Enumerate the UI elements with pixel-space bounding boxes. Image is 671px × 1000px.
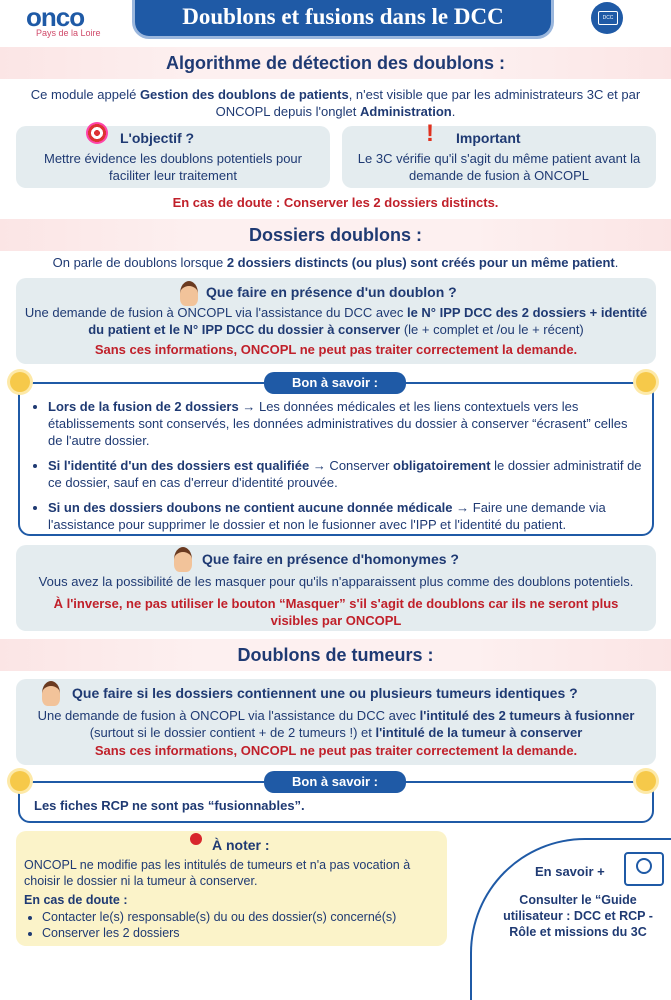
section2-intro: On parle de doublons lorsque 2 dossiers distincts (ou plus) sont créés pour un même patient.: [52, 255, 619, 270]
bon-a-savoir-label-2: Bon à savoir :: [264, 771, 406, 793]
doublon-question-title: Que faire en présence d'un doublon ?: [206, 284, 457, 300]
homonymes-card: [16, 545, 656, 631]
dcc-badge: [591, 2, 623, 34]
homonymes-answer: Vous avez la possibilité de les masquer pour qu'ils n'apparaissent plus comme des doublons potentiels.: [38, 574, 634, 589]
doublon-question-card: [16, 278, 656, 364]
homonymes-question-title: Que faire en présence d'homonymes ?: [202, 551, 459, 567]
objectif-title: L'objectif ?: [120, 130, 195, 146]
thinking-person-icon: [174, 547, 192, 572]
target-icon: [86, 122, 108, 144]
list-item: • Contacter le(s) responsable(s) du ou des dossier(s) concerné(s): [42, 909, 439, 925]
exclamation-icon: !: [426, 120, 434, 147]
doublon-warning: Sans ces informations, ONCOPL ne peut pas traiter correctement la demande.: [94, 342, 578, 357]
bon-a-savoir-box-1: [18, 382, 654, 536]
note-card: [16, 831, 447, 946]
homonymes-warning: À l'inverse, ne pas utiliser le bouton “Masquer” s'il s'agit de doublons car ils ne seront plus visibles par ONCOPL: [53, 596, 619, 628]
tumeurs-question-title: Que faire si les dossiers contiennent une ou plusieurs tumeurs identiques ?: [72, 685, 578, 701]
page-title: Doublons et fusions dans le DCC: [182, 4, 504, 29]
lightbulb-icon: [10, 372, 30, 392]
section-heading-dossiers: Dossiers doublons :: [0, 219, 671, 251]
important-card: [342, 120, 656, 188]
logo-text: onco: [26, 2, 85, 32]
bon-a-savoir-list-1: [28, 398, 644, 541]
note-list: [24, 909, 439, 941]
important-title: Important: [456, 130, 521, 146]
bon-a-savoir-label-1: Bon à savoir :: [264, 372, 406, 394]
list-item: • Conserver les 2 dossiers: [42, 925, 439, 941]
book-search-icon: [624, 852, 664, 886]
thinking-person-icon: [180, 281, 198, 306]
monitor-icon: [598, 11, 618, 25]
doublon-answer: Une demande de fusion à ONCOPL via l'assistance du DCC avec le N° IPP DCC des 2 dossiers + identité du patient et le N° IPP DCC du dossier à conserver (le + complet et /ou le + récent): [24, 305, 648, 337]
more-info-link[interactable]: Consulter le “Guide utilisateur : DCC et RCP - Rôle et missions du 3C: [503, 893, 653, 939]
logo-subtitle: Pays de la Loire: [36, 28, 101, 38]
note-text: ONCOPL ne modifie pas les intitulés de tumeurs et n'a pas vocation à choisir le dossier ni la tumeur à conserver.: [24, 858, 411, 888]
list-item: • Lors de la fusion de 2 dossiers → Les données médicales et les liens contextuels vers les établissements sont conservés, les données administratives du dossier à conserver “écrasent” celles de l'autre dossier.: [48, 398, 644, 449]
pushpin-icon: [190, 833, 202, 845]
objectif-text: Mettre évidence les doublons potentiels pour faciliter leur traitement: [44, 151, 302, 183]
lightbulb-icon: [10, 771, 30, 791]
important-text: Le 3C vérifie qu'il s'agit du même patient avant la demande de fusion à ONCOPL: [357, 151, 641, 183]
list-item: • Si un des dossiers doubons ne contient aucune donnée médicale → Faire une demande via l'assistance pour supprimer le dossier et non le fusionner avec l'IPP et l'identité du patient.: [48, 499, 644, 533]
doute-warning: En cas de doute : Conserver les 2 dossiers distincts.: [172, 195, 499, 210]
lightbulb-icon: [636, 372, 656, 392]
section1-intro: Ce module appelé Gestion des doublons de patients, n'est visible que par les administrateurs 3C et par ONCOPL depuis l'onglet Administration.: [30, 87, 641, 119]
section-heading-detection: Algorithme de détection des doublons :: [0, 47, 671, 79]
more-info-title: En savoir +: [535, 864, 605, 879]
dcc-badge-label: DCC: [602, 15, 614, 21]
note-title: À noter :: [212, 837, 270, 853]
thinking-person-icon: [42, 681, 60, 706]
logo: [22, 2, 112, 40]
lightbulb-icon: [636, 771, 656, 791]
list-item: • Si l'identité d'un des dossiers est qualifiée → Conserver obligatoirement le dossier administratif de ce dossier, sauf en cas d'erreur d'identité prouvée.: [48, 457, 644, 491]
tumeurs-answer: Une demande de fusion à ONCOPL via l'assistance du DCC avec l'intitulé des 2 tumeurs à fusionner (surtout si le dossier contient + de 2 tumeurs !) et l'intitulé de la tumeur à conserver: [37, 708, 635, 740]
tumeurs-question-card: [16, 679, 656, 765]
page-title-banner: [135, 0, 551, 36]
section-heading-tumeurs: Doublons de tumeurs :: [0, 639, 671, 671]
tumeurs-warning: Sans ces informations, ONCOPL ne peut pas traiter correctement la demande.: [94, 743, 578, 758]
bon-a-savoir-text-2: Les fiches RCP ne sont pas “fusionnables”.: [34, 798, 305, 813]
note-doute-title: En cas de doute :: [24, 893, 128, 907]
objectif-card: [16, 126, 330, 188]
